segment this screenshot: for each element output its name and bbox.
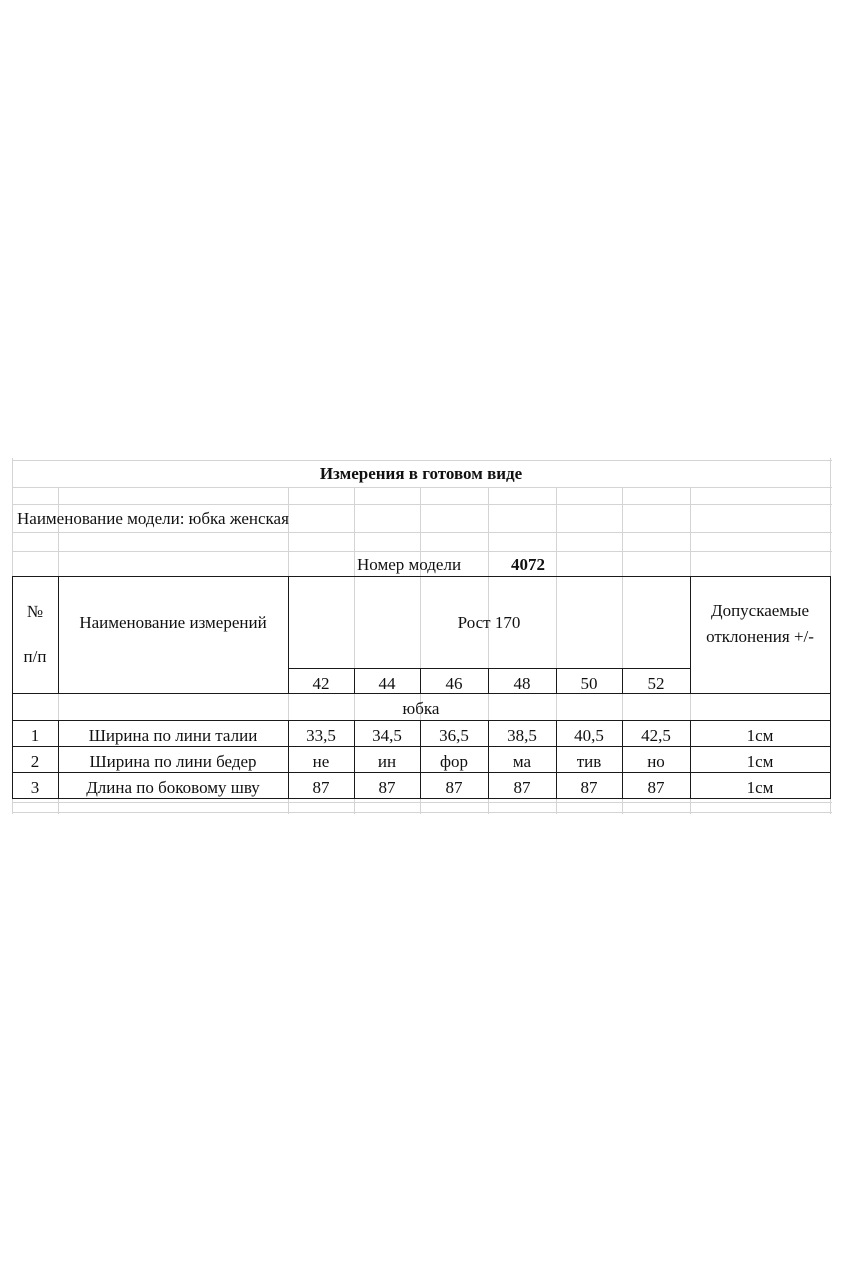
table-border: [420, 720, 421, 799]
row-number: 1: [30, 726, 40, 745]
size-cell: 46: [445, 674, 463, 693]
row-name: Длина по боковому шву: [86, 778, 260, 797]
table-border: [12, 693, 831, 694]
row-name: Ширина по лини бедер: [89, 752, 257, 771]
table-border: [420, 668, 421, 694]
section-label: юбка: [402, 699, 440, 718]
table-border: [488, 720, 489, 799]
tolerance-cell: 1см: [746, 752, 774, 771]
table-border: [58, 720, 59, 799]
table-cell: 87: [647, 778, 665, 797]
table-cell: но: [647, 752, 665, 771]
table-cell: 40,5: [574, 726, 604, 745]
size-cell: 52: [647, 674, 665, 693]
tolerance-cell: 1см: [746, 778, 774, 797]
table-cell: не: [312, 752, 330, 771]
table-border: [622, 668, 623, 694]
table-cell: 36,5: [439, 726, 469, 745]
table-border: [288, 720, 289, 799]
row-number: 2: [30, 752, 40, 771]
table-cell: 87: [312, 778, 330, 797]
row-number: 3: [30, 778, 40, 797]
table-border: [288, 668, 690, 669]
grid-line: [12, 812, 832, 813]
table-cell: 42,5: [641, 726, 671, 745]
model-number-label: Номер модели: [357, 555, 462, 574]
header-tolerance-line1: Допускаемые: [710, 601, 810, 620]
size-cell: 48: [513, 674, 531, 693]
header-num-bottom: п/п: [23, 647, 47, 666]
table-border: [12, 746, 831, 747]
table-border: [556, 668, 557, 694]
table-border: [12, 576, 831, 577]
table-border: [12, 772, 831, 773]
document-title: Измерения в готовом виде: [319, 464, 523, 483]
grid-line: [12, 460, 832, 461]
header-num-top: №: [26, 602, 44, 621]
table-border: [690, 576, 691, 694]
table-border: [556, 720, 557, 799]
table-cell: ма: [512, 752, 532, 771]
table-cell: 38,5: [507, 726, 537, 745]
tolerance-cell: 1см: [746, 726, 774, 745]
grid-line: [12, 802, 832, 803]
model-name: Наименование модели: юбка женская: [17, 509, 289, 528]
table-cell: 87: [445, 778, 463, 797]
grid-line: [12, 487, 832, 488]
model-number: 4072: [511, 555, 545, 574]
table-cell: ин: [377, 752, 397, 771]
table-cell: 87: [513, 778, 531, 797]
header-tolerance-line2: отклонения +/-: [706, 627, 814, 646]
size-cell: 44: [378, 674, 396, 693]
header-height: Рост 170: [457, 613, 521, 632]
table-border: [690, 720, 691, 799]
table-cell: 34,5: [372, 726, 402, 745]
table-cell: фор: [439, 752, 469, 771]
table-border: [12, 720, 831, 721]
grid-line: [12, 532, 832, 533]
table-cell: 87: [580, 778, 598, 797]
table-border: [830, 576, 831, 799]
grid-line: [12, 504, 832, 505]
row-name: Ширина по лини талии: [88, 726, 258, 745]
table-border: [488, 668, 489, 694]
table-border: [12, 798, 831, 799]
table-border: [288, 576, 289, 694]
table-cell: 87: [378, 778, 396, 797]
table-border: [354, 720, 355, 799]
grid-line: [12, 551, 832, 552]
table-cell: тив: [576, 752, 602, 771]
table-border: [354, 668, 355, 694]
size-cell: 42: [312, 674, 330, 693]
size-cell: 50: [580, 674, 598, 693]
table-cell: 33,5: [306, 726, 336, 745]
table-border: [58, 576, 59, 694]
table-border: [622, 720, 623, 799]
header-measure-name: Наименование измерений: [79, 613, 267, 632]
table-border: [12, 576, 13, 799]
